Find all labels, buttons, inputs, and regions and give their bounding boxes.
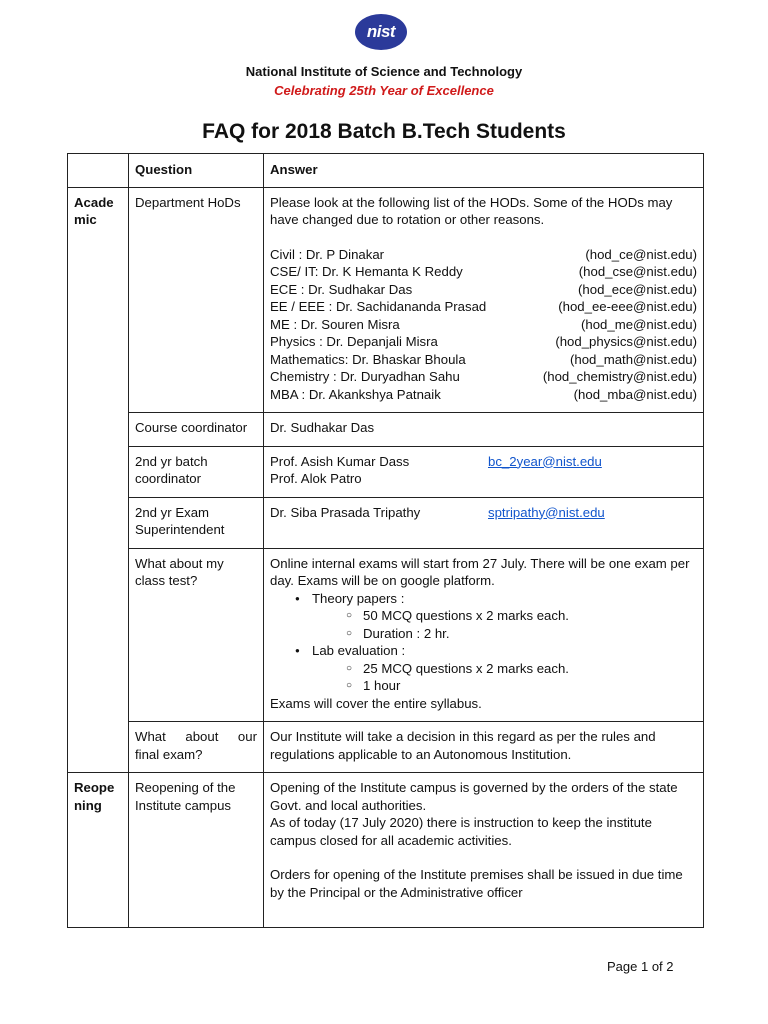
question-cell: Reopening of the Institute campus — [129, 773, 264, 928]
faq-table — [67, 153, 704, 928]
category-academic: Acade mic — [68, 187, 129, 773]
answer-cell — [264, 548, 704, 722]
answer-cell — [264, 773, 704, 928]
list-item: ● Lab evaluation : ○ 25 MCQ questions x 2 marks each. ○ 1 hour — [312, 642, 697, 695]
list-item: ○ 25 MCQ questions x 2 marks each. — [363, 660, 697, 678]
hod-email: (hod_physics@nist.edu) — [555, 334, 697, 349]
reopening-paragraph-2: As of today (17 July 2020) there is instruction to keep the institute campus closed for all academic activities. — [270, 815, 652, 848]
table-row — [68, 413, 704, 447]
hod-email: (hod_chemistry@nist.edu) — [542, 369, 697, 384]
hod-list — [270, 246, 697, 404]
answer-cell: Dr. Sudhakar Das — [264, 413, 704, 447]
table-row — [68, 446, 704, 497]
answer-cell — [264, 446, 704, 497]
list-item: ● Theory papers : ○ 50 MCQ questions x 2 marks each. ○ Duration : 2 hr. — [312, 590, 697, 643]
hod-email: (hod_ce@nist.edu) — [585, 246, 697, 262]
answer-cell — [264, 187, 704, 413]
hod-email: (hod_me@nist.edu) — [580, 316, 697, 332]
hod-email: (hod_mba@nist.edu) — [573, 386, 697, 402]
institute-name: National Institute of Science and Technology — [245, 64, 523, 79]
list-item: ○ 1 hour — [363, 677, 697, 695]
document-title: FAQ for 2018 Batch B.Tech Students — [202, 120, 566, 143]
hod-list-item — [270, 386, 697, 404]
header-category — [68, 154, 129, 188]
table-row — [68, 722, 704, 773]
hod-name: EE / EEE : Dr. Sachidananda Prasad — [270, 299, 487, 314]
hod-list-item — [270, 298, 697, 316]
answer-cell: Our Institute will take a decision in this regard as per the rules and regulations applicable to an Autonomous Institution. — [264, 722, 704, 773]
header-answer: Answer — [264, 154, 704, 188]
list-item: ○ 50 MCQ questions x 2 marks each. — [363, 607, 697, 625]
hod-name: MBA : Dr. Akankshya Patnaik — [270, 386, 441, 402]
hod-intro: Please look at the following list of the HODs. Some of the HODs may have changed due to rotation or other reasons. — [270, 194, 673, 227]
table-header-row — [68, 154, 704, 188]
question-cell: What about our final exam? — [129, 722, 264, 773]
answer-cell — [264, 497, 704, 548]
exam-superintendent-email-link[interactable]: sptripathy@nist.edu — [488, 504, 605, 520]
hod-name: Civil : Dr. P Dinakar — [270, 246, 385, 262]
class-test-intro: Online internal exams will start from 27 July. There will be one exam per day. Exams will be on google platform. — [270, 555, 690, 588]
table-row — [68, 548, 704, 722]
nist-logo: nist — [355, 14, 407, 50]
hod-name: Chemistry : Dr. Duryadhan Sahu — [270, 369, 460, 384]
hod-email: (hod_cse@nist.edu) — [578, 264, 697, 279]
question-cell: Department HoDs — [129, 187, 264, 413]
table-row — [68, 187, 704, 413]
page-number: Page 1 of 2 — [607, 959, 674, 974]
tagline: Celebrating 25th Year of Excellence — [274, 83, 494, 98]
batch-email-link[interactable]: bc_2year@nist.edu — [488, 453, 602, 469]
batch-coordinator-2: Prof. Alok Patro — [270, 471, 362, 486]
hod-list-item — [270, 333, 697, 351]
hod-list-item — [270, 351, 697, 369]
hod-email: (hod_ece@nist.edu) — [578, 281, 697, 297]
question-cell: 2nd yr batch coordinator — [129, 446, 264, 497]
hod-email: (hod_math@nist.edu) — [569, 351, 697, 367]
hod-name: ECE : Dr. Sudhakar Das — [270, 281, 413, 297]
hod-list-item — [270, 368, 697, 386]
batch-coordinator-1: Prof. Asish Kumar Dass — [270, 453, 410, 469]
question-cell: Course coordinator — [129, 413, 264, 447]
question-cell: 2nd yr Exam Superintendent — [129, 497, 264, 548]
exam-superintendent-name: Dr. Siba Prasada Tripathy — [270, 504, 421, 520]
reopening-paragraph-1: Opening of the Institute campus is governed by the orders of the state Govt. and local authorities. — [270, 780, 678, 813]
hod-name: Mathematics: Dr. Bhaskar Bhoula — [270, 351, 466, 367]
reopening-paragraph-3: Orders for opening of the Institute premises shall be issued in due time by the Principal or the Administrative officer — [270, 867, 683, 900]
class-test-outro: Exams will cover the entire syllabus. — [270, 695, 482, 711]
header-question: Question — [129, 154, 264, 188]
table-row — [68, 773, 704, 928]
hod-name: ME : Dr. Souren Misra — [270, 316, 400, 332]
hod-list-item — [270, 316, 697, 334]
hod-list-item — [270, 263, 697, 281]
category-reopening: Reope ning — [68, 773, 129, 928]
hod-name: CSE/ IT: Dr. K Hemanta K Reddy — [270, 264, 463, 279]
hod-email: (hod_ee-eee@nist.edu) — [558, 299, 697, 314]
hod-list-item — [270, 246, 697, 264]
question-cell: What about my class test? — [129, 548, 264, 722]
hod-list-item — [270, 281, 697, 299]
hod-name: Physics : Dr. Depanjali Misra — [270, 334, 438, 349]
list-item: ○ Duration : 2 hr. — [363, 625, 697, 643]
table-row — [68, 497, 704, 548]
